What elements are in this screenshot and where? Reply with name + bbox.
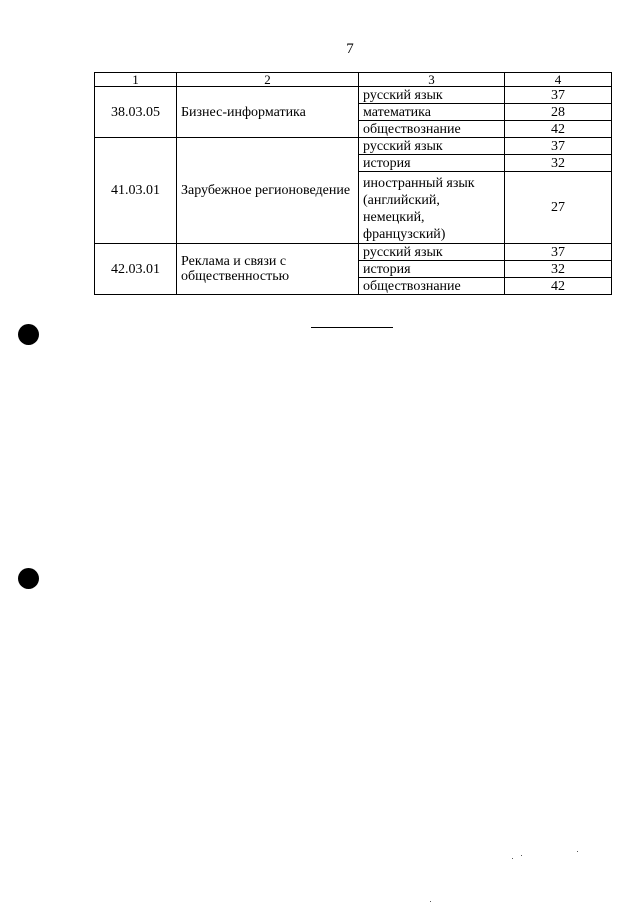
score-cell: 37	[505, 244, 612, 261]
scan-speck	[512, 858, 513, 859]
subject-cell: иностранный язык (английский, немецкий, французский)	[359, 172, 505, 244]
page-number: 7	[346, 41, 354, 57]
score-cell: 32	[505, 155, 612, 172]
subject-cell: обществознание	[359, 278, 505, 295]
score-cell: 28	[505, 104, 612, 121]
score-cell: 42	[505, 121, 612, 138]
program-name: Реклама и связи с общественностью	[177, 244, 359, 295]
scan-speck	[577, 851, 578, 852]
scan-speck	[430, 901, 431, 902]
table-header-row	[95, 73, 612, 87]
score-cell: 27	[505, 172, 612, 244]
score-cell: 42	[505, 278, 612, 295]
program-code: 41.03.01	[95, 138, 177, 244]
subject-cell: русский язык	[359, 138, 505, 155]
score-cell: 32	[505, 261, 612, 278]
subject-cell: русский язык	[359, 244, 505, 261]
table-row	[95, 138, 612, 155]
subject-cell: история	[359, 261, 505, 278]
program-code: 38.03.05	[95, 87, 177, 138]
column-header: 1	[95, 73, 177, 87]
table-row	[95, 87, 612, 104]
program-name: Зарубежное регионоведение	[177, 138, 359, 244]
punch-hole-bottom	[18, 568, 39, 589]
program-code: 42.03.01	[95, 244, 177, 295]
subject-cell: русский язык	[359, 87, 505, 104]
end-of-document-line	[311, 327, 393, 328]
subject-cell: обществознание	[359, 121, 505, 138]
subject-cell: математика	[359, 104, 505, 121]
scan-speck	[521, 855, 522, 856]
column-header: 3	[359, 73, 505, 87]
column-header: 4	[505, 73, 612, 87]
score-cell: 37	[505, 87, 612, 104]
program-name: Бизнес-информатика	[177, 87, 359, 138]
subject-cell: история	[359, 155, 505, 172]
table-row	[95, 244, 612, 261]
punch-hole-top	[18, 324, 39, 345]
score-cell: 37	[505, 138, 612, 155]
column-header: 2	[177, 73, 359, 87]
admission-scores-table	[94, 72, 612, 295]
